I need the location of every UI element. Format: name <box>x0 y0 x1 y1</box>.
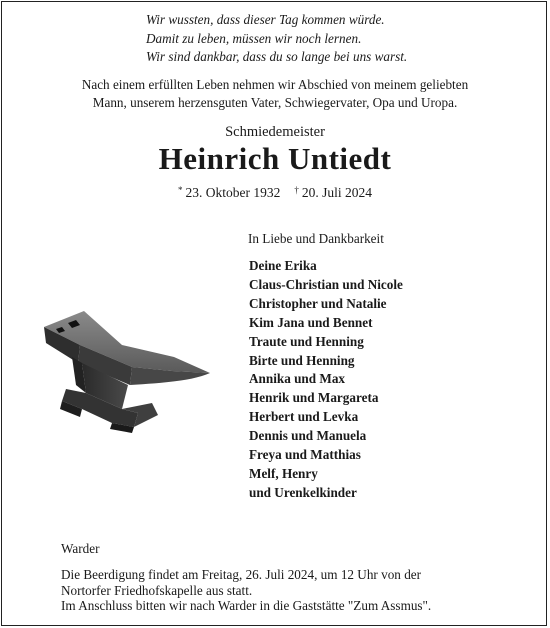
funeral-info <box>61 567 431 614</box>
mourner-name: Henrik und Margareta <box>249 390 379 406</box>
mourner-name: Claus-Christian und Nicole <box>249 276 403 292</box>
mourner-name: Christopher und Natalie <box>249 295 387 311</box>
birth-symbol: * <box>177 185 183 195</box>
mourner-name: Birte und Henning <box>249 352 355 368</box>
poem-line: Wir wussten, dass dieser Tag kommen würde. <box>146 12 385 27</box>
place-name: Warder <box>61 541 100 556</box>
poem-line: Damit zu leben, müssen wir noch lernen. <box>146 30 362 46</box>
mourner-name: Kim Jana und Bennet <box>249 314 373 330</box>
mourner-name: Annika und Max <box>249 371 346 387</box>
mourner-name: Herbert und Levka <box>249 409 359 425</box>
funeral-line: Die Beerdigung findet am Freitag, 26. Juli 2024, um 12 Uhr von der <box>61 567 422 582</box>
mourners-list <box>249 257 403 503</box>
occupation-title: Schmiedemeister <box>225 124 325 140</box>
mourners-heading: In Liebe und Dankbarkeit <box>248 231 384 246</box>
deceased-name: Heinrich Untiedt <box>158 141 392 176</box>
intro-text <box>0 76 550 111</box>
mourner-name: und Urenkelkinder <box>249 484 357 500</box>
mourner-name: Dennis und Manuela <box>249 428 367 444</box>
intro-line: Nach einem erfüllten Leben nehmen wir Abschied von meinem geliebten <box>81 77 469 92</box>
mourner-name: Freya und Matthias <box>249 447 361 463</box>
death-date: 20. Juli 2024 <box>301 185 372 200</box>
anvil-icon <box>42 305 212 435</box>
mourner-name: Deine Erika <box>249 258 317 273</box>
mourner-name: Traute und Henning <box>249 333 364 349</box>
birth-date: 23. Oktober 1932 <box>185 185 281 200</box>
poem <box>146 11 407 67</box>
life-dates <box>0 185 550 201</box>
funeral-line: Nortorfer Friedhofskapelle aus statt. <box>61 582 253 598</box>
funeral-line: Im Anschluss bitten wir nach Warder in die Gaststätte "Zum Assmus". <box>61 598 432 613</box>
mourner-name: Melf, Henry <box>249 465 318 481</box>
intro-line: Mann, unserem herzensguten Vater, Schwiegervater, Opa und Uropa. <box>92 94 458 110</box>
death-symbol: † <box>294 185 299 195</box>
poem-line: Wir sind dankbar, dass du so lange bei uns warst. <box>146 49 408 64</box>
